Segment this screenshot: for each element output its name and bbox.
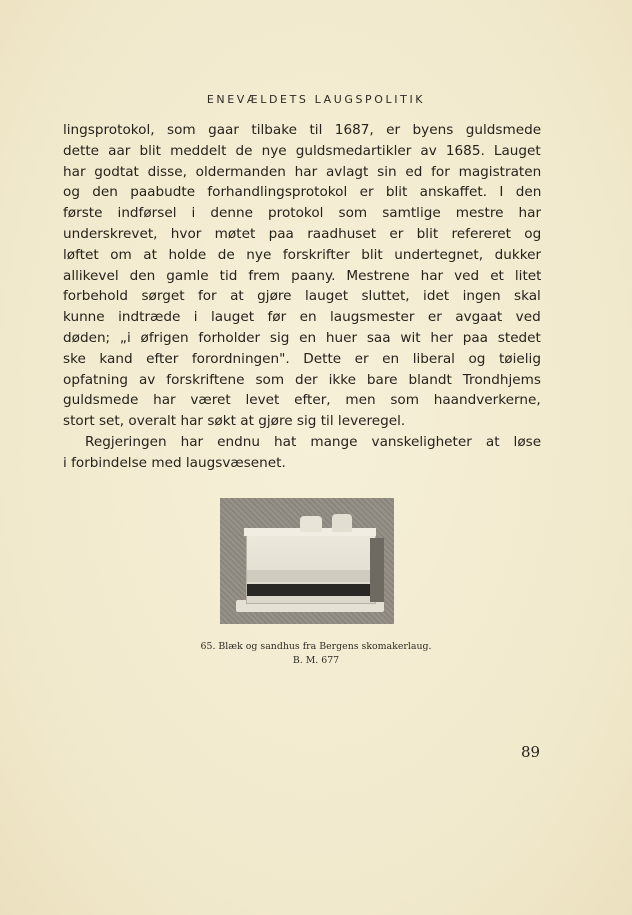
box-dark-stripe — [247, 584, 374, 596]
text-line: kunne indtræde i lauget før en laugsmester er avgaat ved — [63, 309, 541, 326]
text-line: døden; „i øfrigen forholder sig en huer saa wit her paa stedet — [63, 329, 541, 346]
text-line: underskrevet, hvor møtet paa raadhuset er blit refereret og — [63, 225, 541, 242]
ink-pot — [300, 516, 322, 532]
page-number: 89 — [521, 743, 541, 761]
text-line: har godtat disse, oldermanden har avlagt sin ed for magistraten — [63, 163, 541, 180]
running-head: ENEVÆLDETS LAUGSPOLITIK — [206, 93, 426, 106]
figure-reference: B. M. 677 — [292, 655, 340, 666]
text-line: lingsprotokol, som gaar tilbake til 1687, er byens guldsmede — [63, 122, 541, 138]
text-line: ske kand efter forordningen". Dette er en liberal og tøielig — [63, 350, 541, 367]
text-line: og den paabudte forhandlingsprotokol er blit anskaffet. I den — [63, 184, 541, 201]
text-line: stort set, overalt har søkt at gjøre sig til leveregel. — [63, 413, 406, 430]
text-line: løftet om at holde de nye forskrifter blit undertegnet, dukker — [63, 246, 541, 263]
body-text — [63, 120, 541, 474]
figure-photo-ink-and-sand-box — [220, 498, 394, 624]
sand-pot — [332, 514, 352, 532]
text-line: allikevel den gamle tid frem paany. Mestrene har ved et litet — [63, 267, 541, 284]
text-line: første indførsel i denne protokol som samtlige mestre har — [63, 205, 541, 222]
text-line: i forbindelse med laugsvæsenet. — [63, 454, 286, 471]
text-line: guldsmede har været levet efter, men som haandverkerne, — [63, 392, 541, 409]
text-line: dette aar blit meddelt de nye guldsmedartikler av 1685. Lauget — [63, 142, 541, 159]
box-band — [247, 570, 374, 582]
text-line: opfatning av forskriftene som der ikke bare blandt Trondhjems — [63, 371, 541, 388]
box-shadow — [370, 538, 384, 602]
figure-caption: 65. Blæk og sandhus fra Bergens skomakerlaug. — [200, 641, 432, 652]
text-line: forbehold sørget for at gjøre lauget sluttet, idet ingen skal — [63, 288, 541, 305]
text-line: Regjeringen har endnu hat mange vanskeligheter at løse — [85, 433, 541, 450]
